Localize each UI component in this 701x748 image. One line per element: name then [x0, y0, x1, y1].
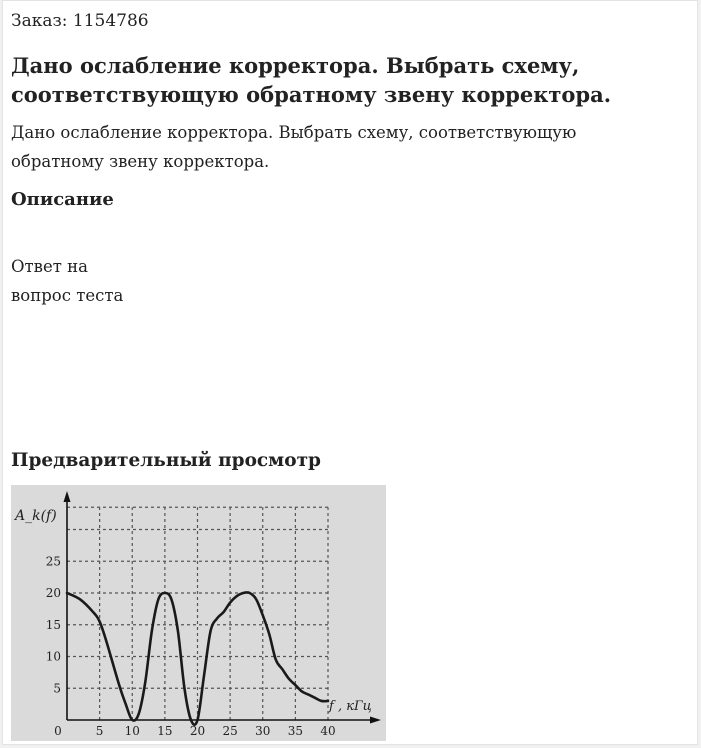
y-axis-label: A_k(f)	[15, 508, 57, 524]
answer-line-1: Ответ на	[11, 257, 88, 276]
task-text: Дано ослабление корректора. Выбрать схему, соответствующую обратному звену корректора.	[11, 123, 577, 171]
x-tick-label: 0	[54, 724, 62, 738]
attenuation-chart	[11, 485, 386, 741]
x-tick-label: 40	[320, 724, 336, 738]
y-tick-label: 25	[45, 554, 61, 569]
page-title: Дано ослабление корректора. Выбрать схему, соответствующую обратному звену корректора.	[11, 53, 612, 107]
x-tick-label: 25	[222, 724, 238, 738]
order-card	[2, 0, 698, 745]
x-tick-label: 30	[255, 724, 271, 738]
x-tick-label: 20	[189, 724, 206, 738]
x-tick-label: 15	[157, 724, 173, 738]
preview-heading: Предварительный просмотр	[11, 450, 321, 471]
x-tick-label: 35	[287, 724, 304, 738]
x-axis-label: f , кГц	[329, 699, 372, 714]
y-tick-label: 15	[45, 617, 61, 632]
y-tick-label: 5	[53, 681, 61, 696]
x-tick-label: 10	[124, 724, 140, 738]
description-heading: Описание	[11, 189, 114, 210]
order-number: Заказ: 1154786	[11, 11, 149, 31]
y-tick-label: 10	[45, 649, 61, 664]
y-tick-label: 20	[45, 586, 61, 600]
x-tick-label: 5	[95, 724, 104, 738]
preview-image	[11, 485, 386, 741]
answer-line-2: вопрос теста	[11, 286, 124, 305]
description-text	[11, 252, 211, 310]
